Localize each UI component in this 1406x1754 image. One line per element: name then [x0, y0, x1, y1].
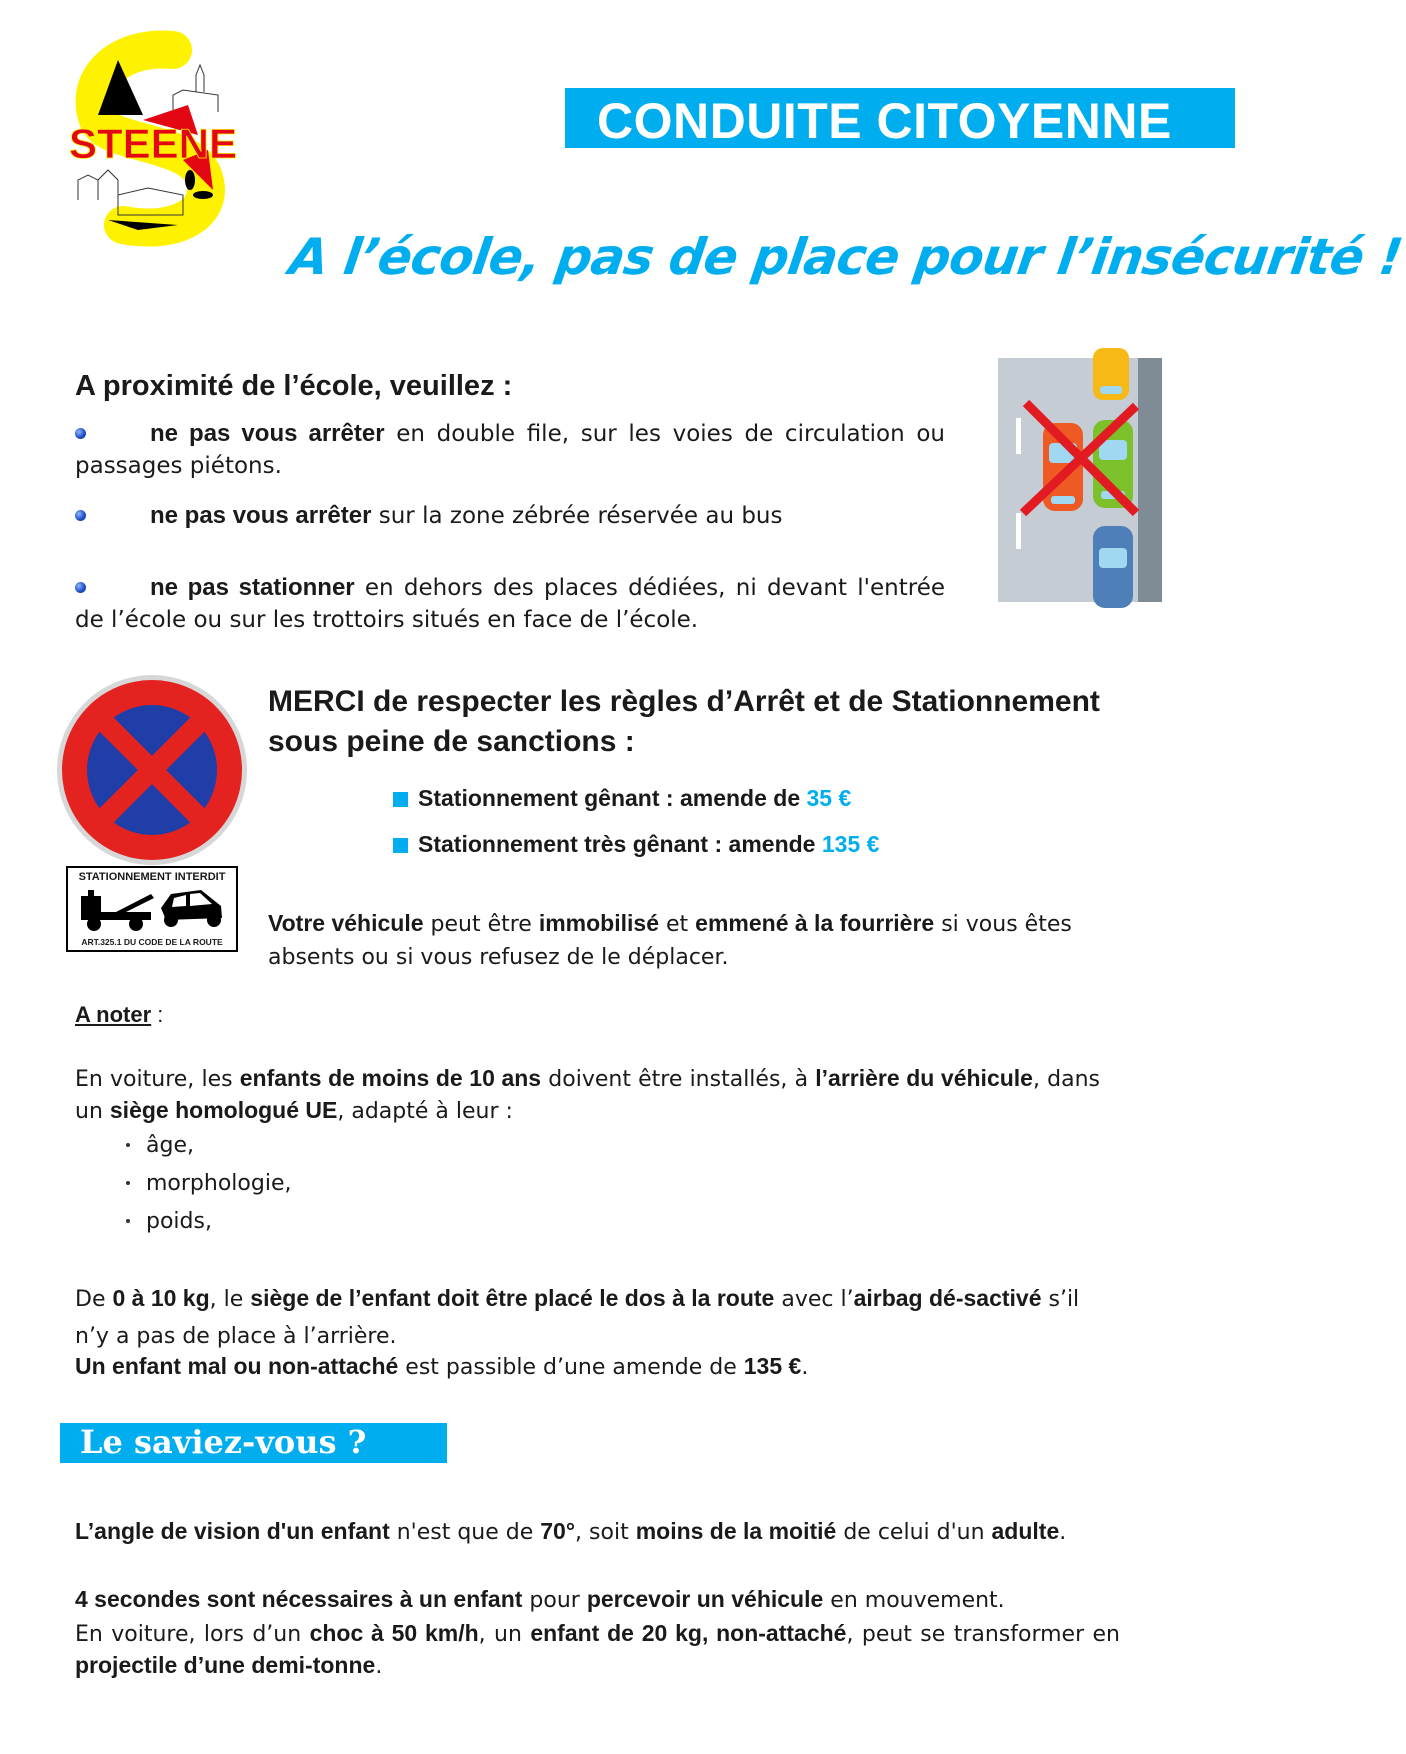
- intro-heading: A proximité de l’école, veuillez :: [75, 370, 513, 402]
- title-banner: [565, 88, 1235, 148]
- list-item: [75, 500, 945, 532]
- text-bold: adulte: [991, 1518, 1060, 1544]
- text: De: [75, 1287, 113, 1312]
- text: s’il n’y a pas de place à l’arrière.: [75, 1287, 1080, 1349]
- double-parking-illustration: [998, 358, 1162, 602]
- text-bold: immobilisé: [538, 910, 659, 936]
- text: En voiture, lors d’un: [75, 1622, 310, 1647]
- note-heading: [75, 1002, 163, 1028]
- text-bold: siège de l’enfant doit être placé le dos à la route: [250, 1285, 775, 1311]
- fact-item: [75, 1586, 1005, 1613]
- impound-notice: [268, 907, 1108, 974]
- text-bold: 4 secondes sont nécessaires à un enfant: [75, 1586, 523, 1612]
- bullet-text: en dehors des places dédiées, ni devant l'entrée de l’école ou sur les trottoirs situés en face de l’école.: [75, 575, 946, 633]
- text-bold: percevoir un véhicule: [586, 1586, 824, 1612]
- text: , peut se transformer en: [846, 1622, 1120, 1647]
- list-item: [126, 1133, 194, 1158]
- rear-facing-seat-paragraph: [75, 1280, 1120, 1355]
- fine-label: Stationnement très gênant : amende: [418, 831, 822, 857]
- fine-amount: 35 €: [806, 785, 852, 811]
- list-item: [126, 1209, 212, 1234]
- page-title: [597, 92, 1172, 150]
- square-bullet-icon: [393, 792, 408, 807]
- panel-title: STATIONNEMENT INTERDIT: [78, 871, 226, 883]
- list-item-text: morphologie,: [146, 1171, 292, 1196]
- text-bold: enfants de moins de 10 ans: [239, 1065, 542, 1091]
- text: , soit: [575, 1520, 636, 1545]
- text-bold: 70°: [540, 1518, 576, 1544]
- text-bold: choc à 50 km/h: [309, 1620, 479, 1646]
- bullet-icon: [126, 1219, 130, 1223]
- list-item: [75, 418, 945, 482]
- bullet-icon: [75, 582, 86, 593]
- note-label: A noter: [75, 1002, 152, 1027]
- square-bullet-icon: [393, 838, 408, 853]
- sanctions-heading-line-2: sous peine de sanctions :: [268, 725, 635, 758]
- text: avec l’: [774, 1287, 854, 1312]
- bullet-icon: [75, 428, 86, 439]
- list-item: [126, 1171, 291, 1196]
- sanctions-heading-line-1: MERCI de respecter les règles d’Arrêt et de Stationnement: [268, 685, 1100, 718]
- no-parking-sign-icon: [55, 673, 249, 867]
- title-word-2: CITOYENNE: [876, 93, 1172, 149]
- tow-truck-icon: [76, 886, 230, 932]
- text: , un: [478, 1622, 531, 1647]
- bullet-text: en double file, sur les voies de circulation ou passages piétons.: [75, 421, 946, 479]
- fine-item: [393, 785, 851, 812]
- text-bold: 135 €: [743, 1353, 802, 1379]
- text-bold: l’arrière du véhicule: [815, 1065, 1033, 1091]
- bullet-icon: [75, 510, 86, 521]
- bullet-icon: [126, 1181, 130, 1185]
- text-bold: enfant de 20 kg, non-attaché: [530, 1620, 847, 1646]
- panel-article: ART.325.1 DU CODE DE LA ROUTE: [81, 937, 223, 947]
- text: .: [801, 1355, 809, 1380]
- text: n'est que de: [389, 1520, 541, 1545]
- text: pour: [522, 1588, 587, 1613]
- list-item-text: poids,: [146, 1209, 212, 1234]
- did-you-know-banner: [60, 1423, 447, 1463]
- text-bold: Un enfant mal ou non-attaché: [75, 1353, 399, 1379]
- did-you-know-title: Le saviez-vous ?: [80, 1423, 367, 1461]
- text-bold: 0 à 10 kg: [112, 1285, 210, 1311]
- slogan: A l’école, pas de place pour l’insécurité !: [285, 228, 1406, 286]
- text: En voiture, les: [75, 1067, 240, 1092]
- text-bold: emmené à la fourrière: [695, 910, 935, 936]
- text: est passible d’une amende de: [398, 1355, 744, 1380]
- list-item-text: âge,: [146, 1133, 194, 1158]
- text: .: [375, 1654, 383, 1679]
- text: en mouvement.: [823, 1588, 1005, 1613]
- fact-item: [75, 1618, 1120, 1682]
- sanctions-heading: [268, 682, 1188, 762]
- bullet-bold: ne pas stationner: [150, 574, 355, 601]
- title-word-1: CONDUITE: [597, 93, 863, 149]
- text-bold: siège homologué UE: [109, 1097, 338, 1123]
- text: , dans un: [75, 1067, 1100, 1124]
- unbuckled-fine-paragraph: [75, 1353, 808, 1380]
- text: si vous êtes absents ou si vous refusez de le déplacer.: [268, 912, 1072, 970]
- text: et: [659, 912, 696, 937]
- fact-item: [75, 1512, 1115, 1552]
- list-item: [75, 572, 945, 636]
- text-bold: L’angle de vision d'un enfant: [75, 1518, 390, 1544]
- text-bold: Votre véhicule: [268, 910, 424, 936]
- fine-item: [393, 831, 879, 858]
- text: doivent être installés, à: [541, 1067, 816, 1092]
- text: , le: [209, 1287, 251, 1312]
- logo-text: STEENE: [68, 120, 238, 167]
- text: .: [1059, 1520, 1067, 1545]
- note-colon: :: [151, 1002, 164, 1027]
- bullet-bold: ne pas vous arrêter: [150, 502, 372, 529]
- tow-away-panel: [66, 866, 238, 952]
- fine-label: Stationnement gênant : amende de: [418, 785, 807, 811]
- bullet-text: sur la zone zébrée réservée au bus: [371, 503, 783, 529]
- text: peut être: [423, 912, 539, 937]
- text-bold: airbag dé-sactivé: [853, 1285, 1042, 1311]
- text: de celui d'un: [836, 1520, 992, 1545]
- text-bold: moins de la moitié: [635, 1518, 837, 1544]
- text-bold: projectile d’une demi-tonne: [75, 1652, 376, 1678]
- bullet-icon: [126, 1143, 130, 1147]
- child-seat-paragraph: [75, 1063, 1100, 1127]
- fine-amount: 135 €: [821, 831, 880, 857]
- bullet-bold: ne pas vous arrêter: [150, 420, 385, 447]
- steene-logo: [68, 40, 238, 235]
- text: , adapté à leur :: [337, 1099, 513, 1124]
